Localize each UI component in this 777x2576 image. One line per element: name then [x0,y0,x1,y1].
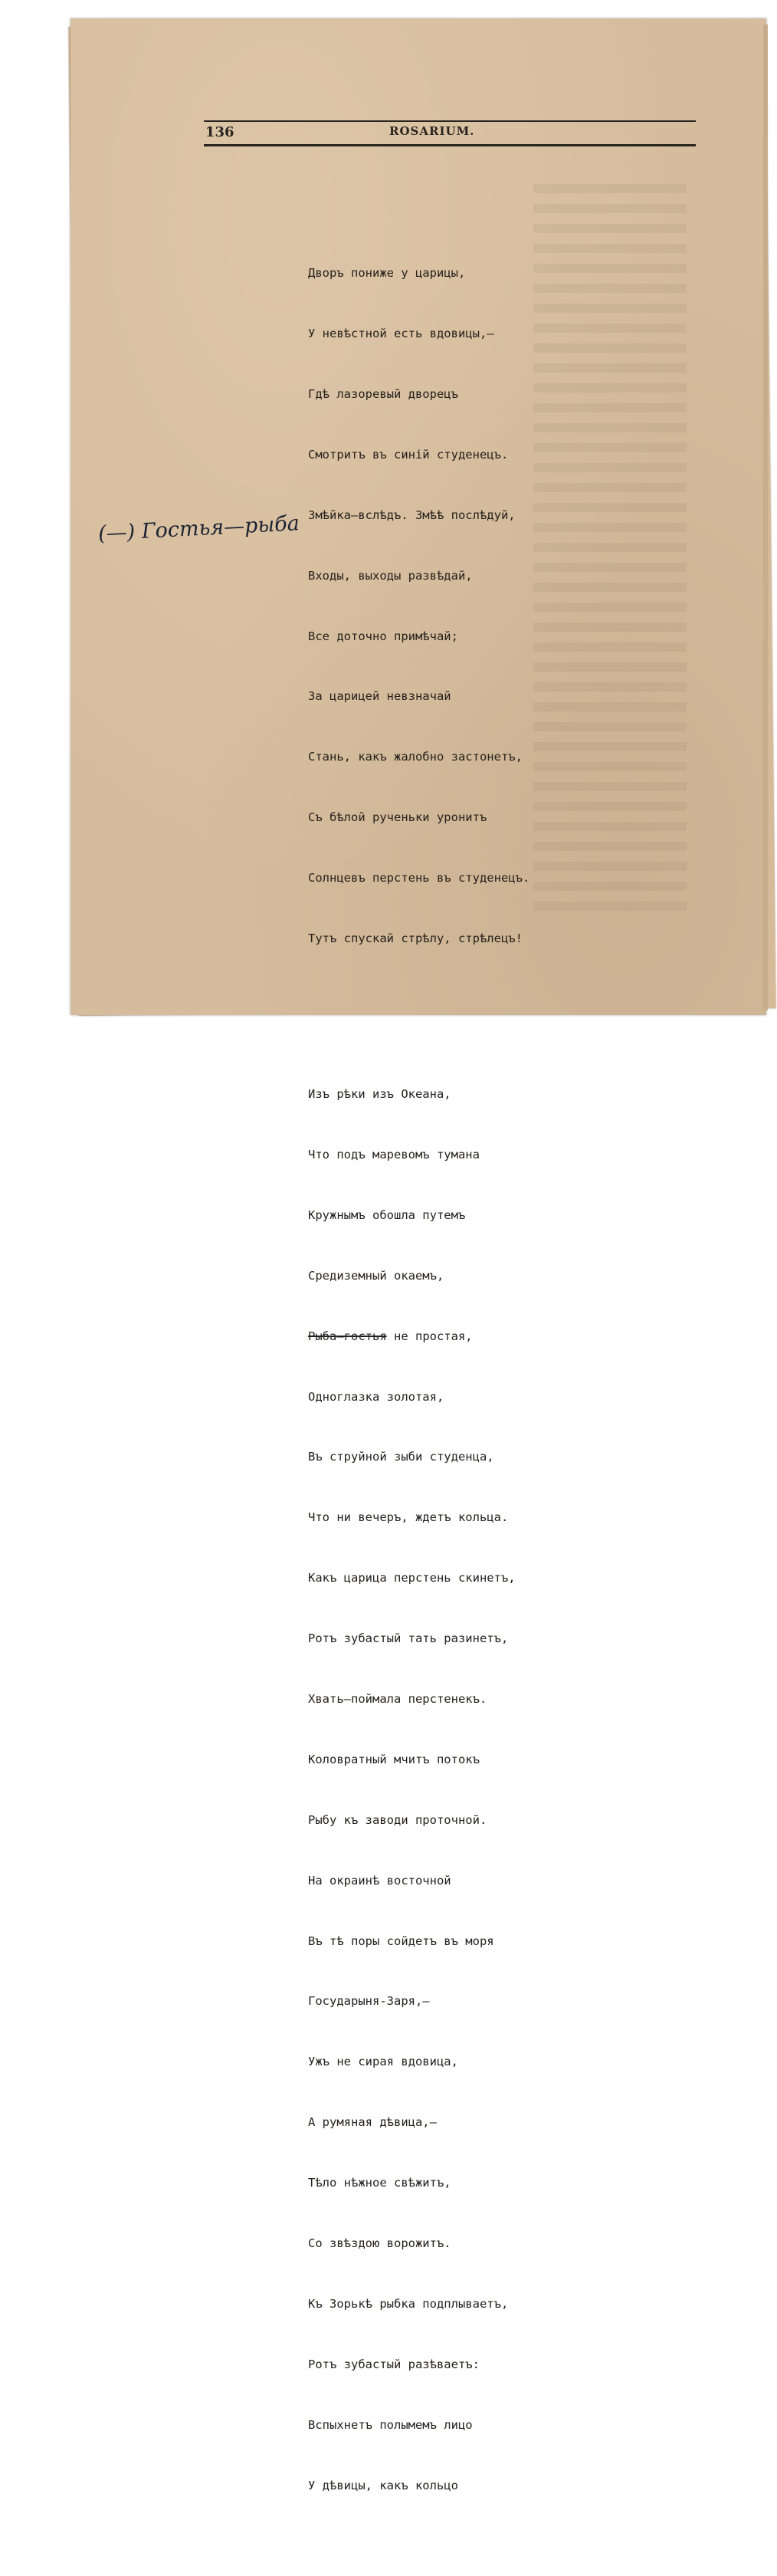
poem-line: Что ни вечеръ, ждетъ кольца. [308,1510,509,1525]
poem-line: Все доточно примѣчай; [308,629,458,643]
line-remainder: не простая, [386,1329,473,1343]
poem-line: Государыня-Заря,— [308,1994,430,2009]
poem-line: Коловратный мчитъ потокъ [308,1752,480,1766]
poem-line: Въ струйной зыби студенца, [308,1450,494,1464]
poem-line: На окраинѣ восточной [308,1873,451,1888]
handwritten-margin-note: (—) Гостья—рыба [97,511,300,546]
poem-line: У невѣстной есть вдовицы,— [308,327,494,341]
poem-body [308,182,599,2576]
poem-line: Съ бѣлой рученьки уронитъ [308,810,487,825]
poem-line-corrected [308,1326,599,1346]
poem-line: Смотритъ въ синiй студенецъ. [308,447,509,462]
poem-line: Дворъ пониже у царицы, [308,266,466,281]
poem-line: Ротъ зубастый разѣваетъ: [308,2357,480,2371]
poem-line: Вспыхнетъ полымемъ лицо [308,2417,473,2432]
poem-line: За царицей невзначай [308,689,451,704]
poem-line: Входы, выходы развѣдай, [308,568,473,583]
poem-line: Со звѣздою ворожитъ. [308,2236,451,2250]
poem-line: Ротъ зубастый тать разинетъ, [308,1631,509,1646]
poem-line: Ужъ не сирая вдовица, [308,2055,458,2069]
poem-line: У дѣвицы, какъ кольцо [308,2478,458,2492]
header-rule-top [204,120,696,122]
poem-line: Въ тѣ поры сойдетъ въ моря [308,1934,494,1948]
struck-text: Рыба—гостья [308,1329,387,1343]
poem-line: Тутъ спускай стрѣлу, стрѣлецъ! [308,931,523,945]
running-title: ROSARIUM. [389,124,475,138]
poem-line: Рыбу къ заводи проточной. [308,1812,487,1827]
poem-line: Что подъ маревомъ тумана [308,1147,480,1162]
poem-line: Хвать—поймала перстенекъ. [308,1691,487,1706]
poem-line: Одноглазка золотая, [308,1389,444,1404]
poem-line: Тѣло нѣжное свѣжитъ, [308,2176,451,2190]
header-rule-bottom [204,144,696,146]
page-number: 136 [205,124,234,140]
poem-line: Какъ царица перстень скинетъ, [308,1571,516,1585]
poem-line: А румяная дѣвица,— [308,2115,437,2130]
stanza-1 [308,223,599,989]
poem-line: Солнцевъ перстень въ студенецъ. [308,871,530,886]
poem-line: Змѣйка—вслѣдъ. Змѣѣ послѣдуй, [308,508,516,522]
sheet-edge [763,25,768,1010]
poem-line: Стань, какъ жалобно застонетъ, [308,750,523,764]
poem-line: Къ Зорькѣ рыбка подплываетъ, [308,2296,509,2311]
poem-line: Средиземный окаемъ, [308,1268,444,1283]
poem-line: Гдѣ лазоревый дворецъ [308,386,458,401]
poem-line: Изъ рѣки изъ Океана, [308,1087,451,1102]
stanza-2 [308,1043,599,2535]
poem-line: Кружнымъ обошла путемъ [308,1208,466,1222]
